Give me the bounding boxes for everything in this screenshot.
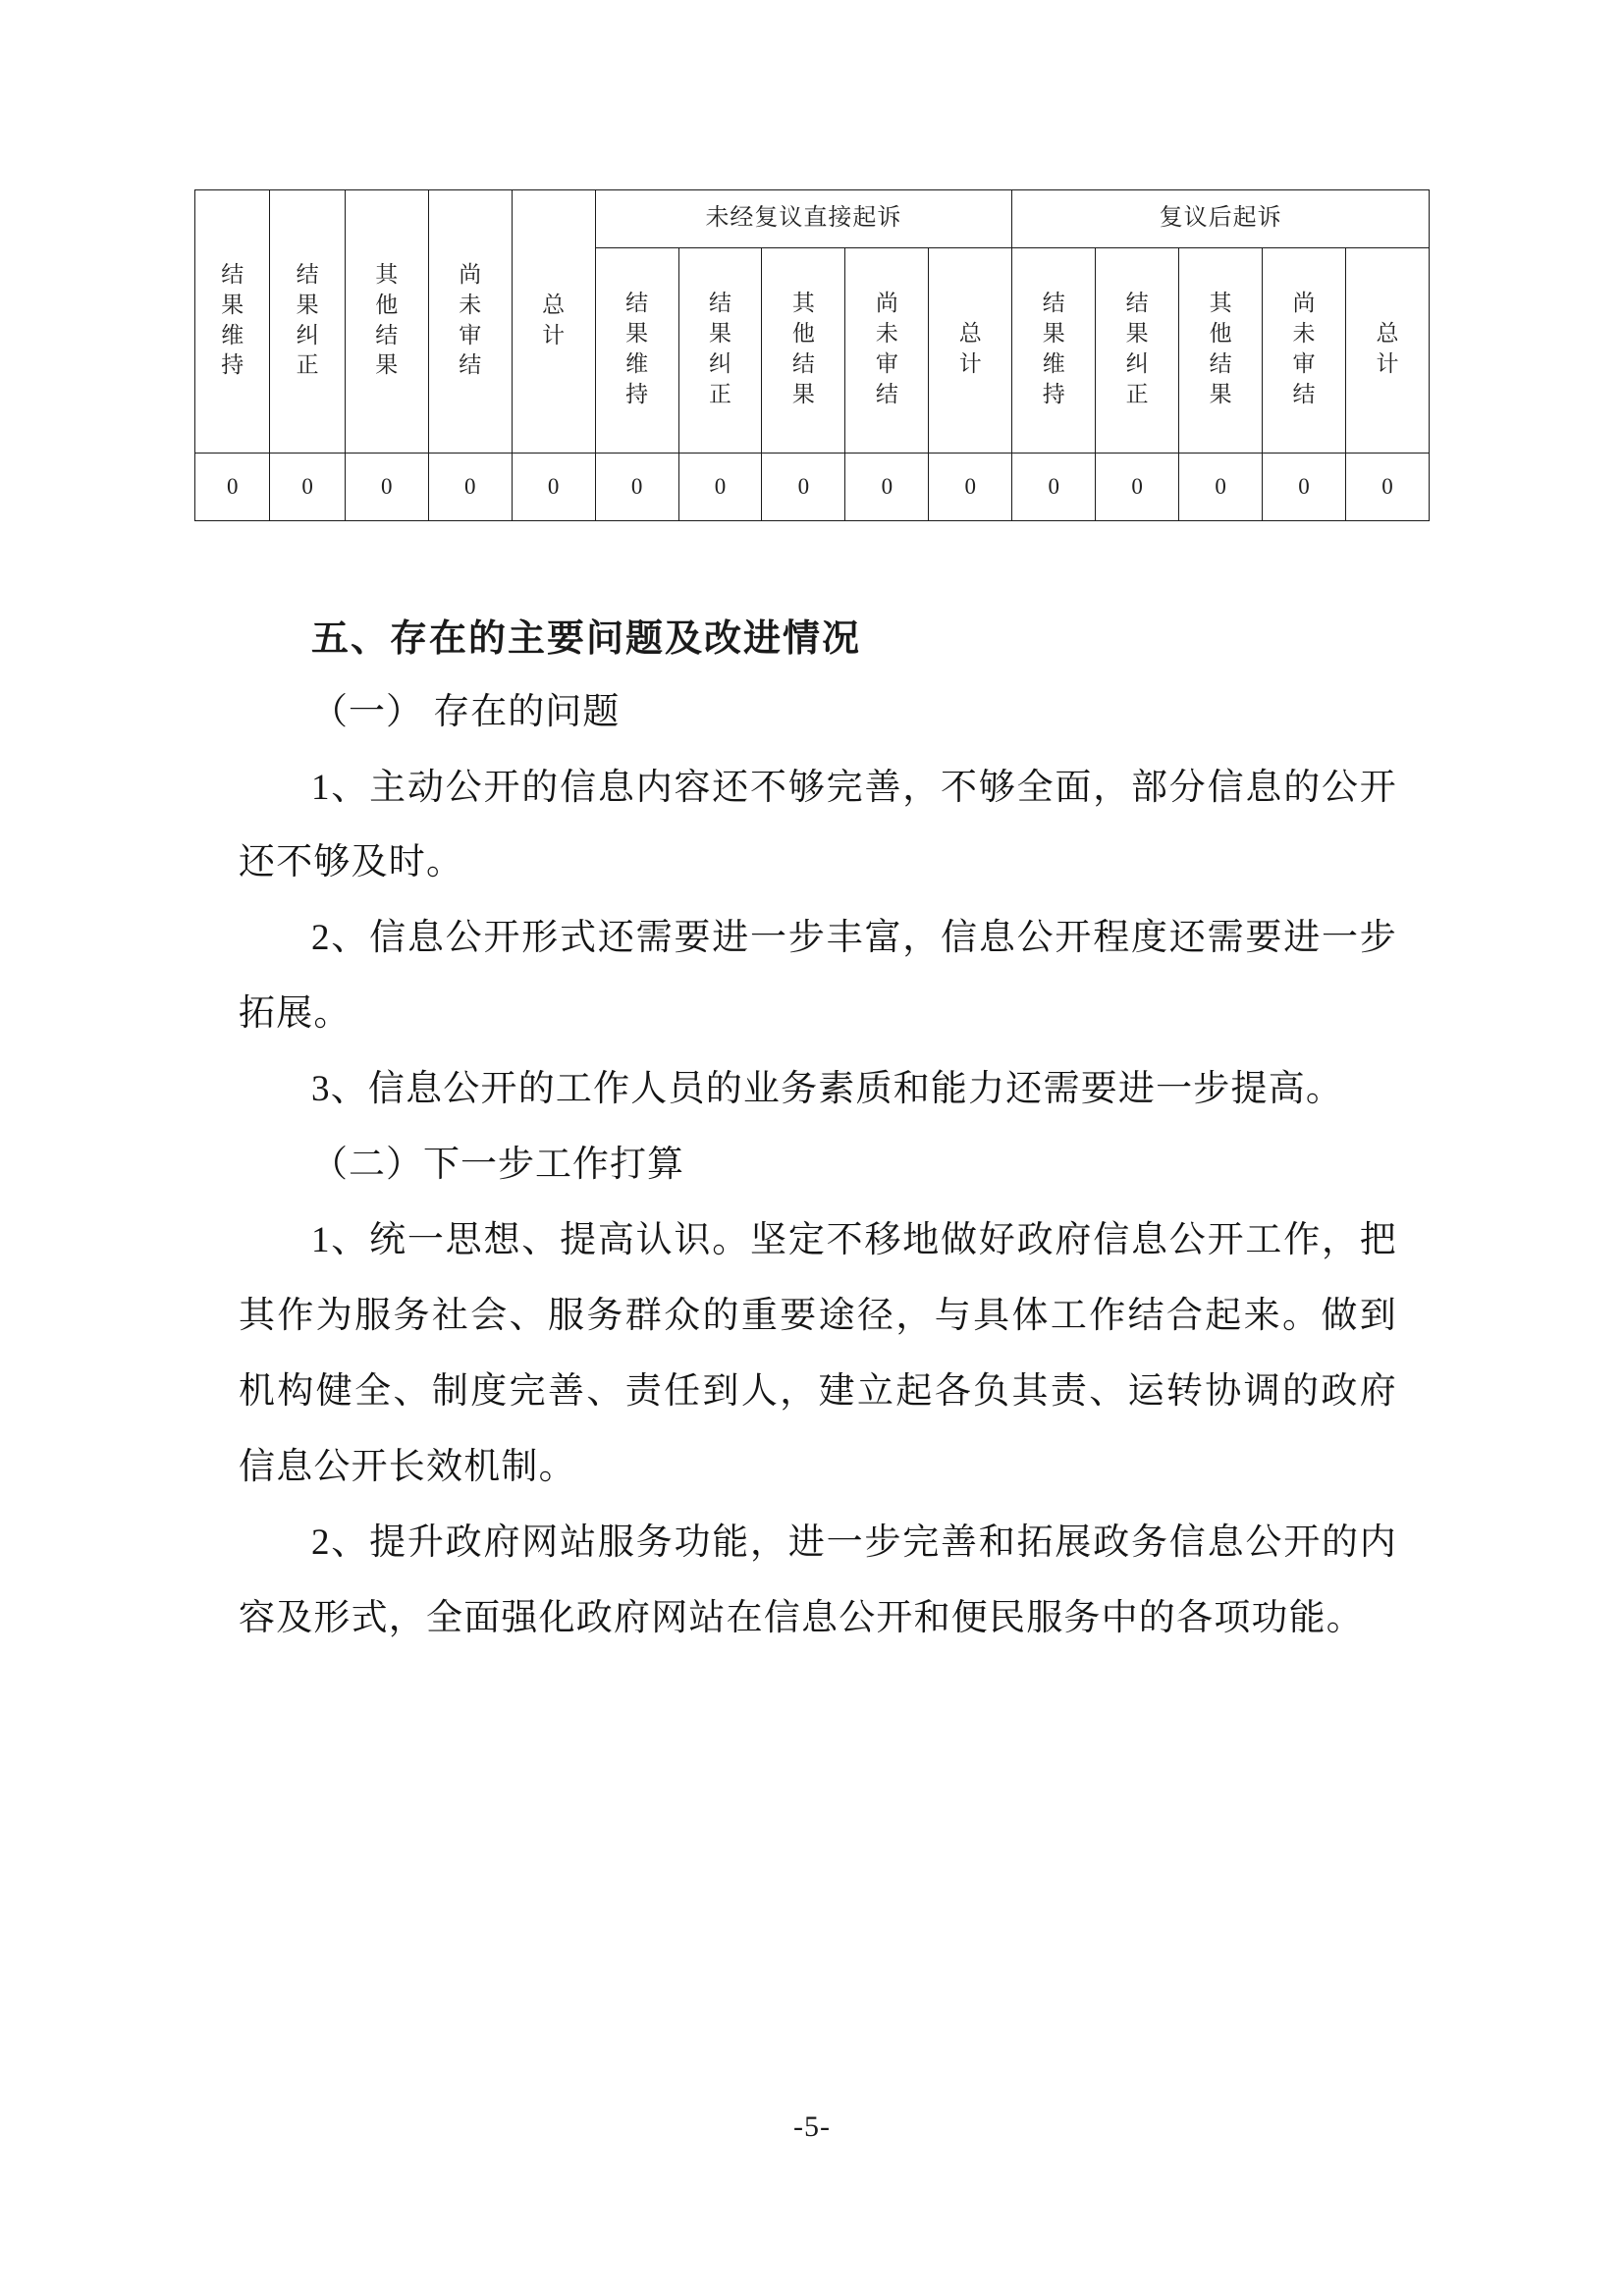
header-cell-b-swsj bbox=[1263, 248, 1346, 454]
table-cell-value: 0 bbox=[195, 454, 270, 521]
header-cell-b-jgjz bbox=[1096, 248, 1179, 454]
table-cell-value: 0 bbox=[595, 454, 678, 521]
header-cell-qtjg bbox=[345, 190, 428, 454]
page-number: -5- bbox=[793, 2110, 831, 2143]
table-group-header-row bbox=[195, 190, 1430, 248]
header-cell-jgwc bbox=[195, 190, 270, 454]
vertical-label-b-swsj: 尚 未 审 结 bbox=[1292, 291, 1316, 406]
vertical-label-b-total: 总 计 bbox=[1376, 321, 1399, 376]
header-cell-swsj bbox=[428, 190, 512, 454]
table-cell-value: 0 bbox=[512, 454, 595, 521]
subsection-heading-one: （一） 存在的问题 bbox=[311, 691, 621, 732]
group-header-post-review-litigation: 复议后起诉 bbox=[1012, 190, 1430, 248]
vertical-label-b-jgwc: 结 果 维 持 bbox=[1042, 291, 1065, 406]
header-cell-a-jgwc bbox=[595, 248, 678, 454]
table-cell-value: 0 bbox=[345, 454, 428, 521]
header-cell-total-lead bbox=[512, 190, 595, 454]
group-header-direct-litigation: 未经复议直接起诉 bbox=[595, 190, 1012, 248]
vertical-label-a-swsj: 尚 未 审 结 bbox=[875, 291, 898, 406]
subsection-heading-two: （二）下一步工作打算 bbox=[311, 1145, 684, 1186]
plan-item-2: 2、提升政府网站服务功能，进一步完善和拓展政务信息公开的内容及形式，全面强化政府网站在信息公开和便民服务中的各项功能。 bbox=[239, 1522, 1397, 1638]
vertical-label-b-jgjz: 结 果 纠 正 bbox=[1125, 291, 1149, 406]
vertical-label-swsj: 尚 未 审 结 bbox=[459, 261, 482, 378]
problem-item-1: 1、主动公开的信息内容还不够完善，不够全面，部分信息的公开还不够及时。 bbox=[239, 767, 1397, 883]
vertical-label-jgjz: 结 果 纠 正 bbox=[296, 261, 319, 378]
problem-item-2: 2、信息公开形式还需要进一步丰富，信息公开程度还需要进一步拓展。 bbox=[239, 918, 1397, 1035]
table-cell-value: 0 bbox=[270, 454, 345, 521]
header-cell-b-jgwc bbox=[1012, 248, 1096, 454]
vertical-label-a-jgjz: 结 果 纠 正 bbox=[708, 291, 731, 406]
vertical-label-qtjg: 其 他 结 果 bbox=[375, 261, 399, 378]
table-cell-value: 0 bbox=[678, 454, 762, 521]
vertical-label-b-qtjg: 其 他 结 果 bbox=[1209, 291, 1232, 406]
vertical-label-total-lead: 总 计 bbox=[542, 292, 566, 347]
vertical-label-a-total: 总 计 bbox=[958, 321, 982, 376]
section-heading-five: 五、存在的主要问题及改进情况 bbox=[311, 616, 862, 660]
table-cell-value: 0 bbox=[845, 454, 929, 521]
table-row bbox=[195, 454, 1430, 521]
table-cell-value: 0 bbox=[1096, 454, 1179, 521]
problem-item-3: 3、信息公开的工作人员的业务素质和能力还需要进一步提高。 bbox=[311, 1069, 1344, 1110]
vertical-label-a-jgwc: 结 果 维 持 bbox=[625, 291, 649, 406]
vertical-label-jgwc: 结 果 维 持 bbox=[221, 261, 244, 378]
table-cell-value: 0 bbox=[1345, 454, 1429, 521]
vertical-label-a-qtjg: 其 他 结 果 bbox=[791, 291, 815, 406]
statistics-table-container bbox=[194, 189, 1430, 521]
table-cell-value: 0 bbox=[929, 454, 1012, 521]
table-cell-value: 0 bbox=[1263, 454, 1346, 521]
table-cell-value: 0 bbox=[428, 454, 512, 521]
document-body bbox=[239, 609, 1397, 1657]
header-cell-b-qtjg bbox=[1179, 248, 1263, 454]
administrative-litigation-table bbox=[194, 189, 1430, 521]
header-cell-a-total bbox=[929, 248, 1012, 454]
table-cell-value: 0 bbox=[1012, 454, 1096, 521]
table-cell-value: 0 bbox=[1179, 454, 1263, 521]
table-cell-value: 0 bbox=[762, 454, 845, 521]
header-cell-a-swsj bbox=[845, 248, 929, 454]
header-cell-a-jgjz bbox=[678, 248, 762, 454]
header-cell-jgjz bbox=[270, 190, 345, 454]
plan-item-1: 1、统一思想、提高认识。坚定不移地做好政府信息公开工作，把其作为服务社会、服务群众的重要途径，与具体工作结合起来。做到机构健全、制度完善、责任到人，建立起各负其责、运转协调的政府信息公开长效机制。 bbox=[239, 1220, 1397, 1488]
header-cell-b-total bbox=[1345, 248, 1429, 454]
header-cell-a-qtjg bbox=[762, 248, 845, 454]
